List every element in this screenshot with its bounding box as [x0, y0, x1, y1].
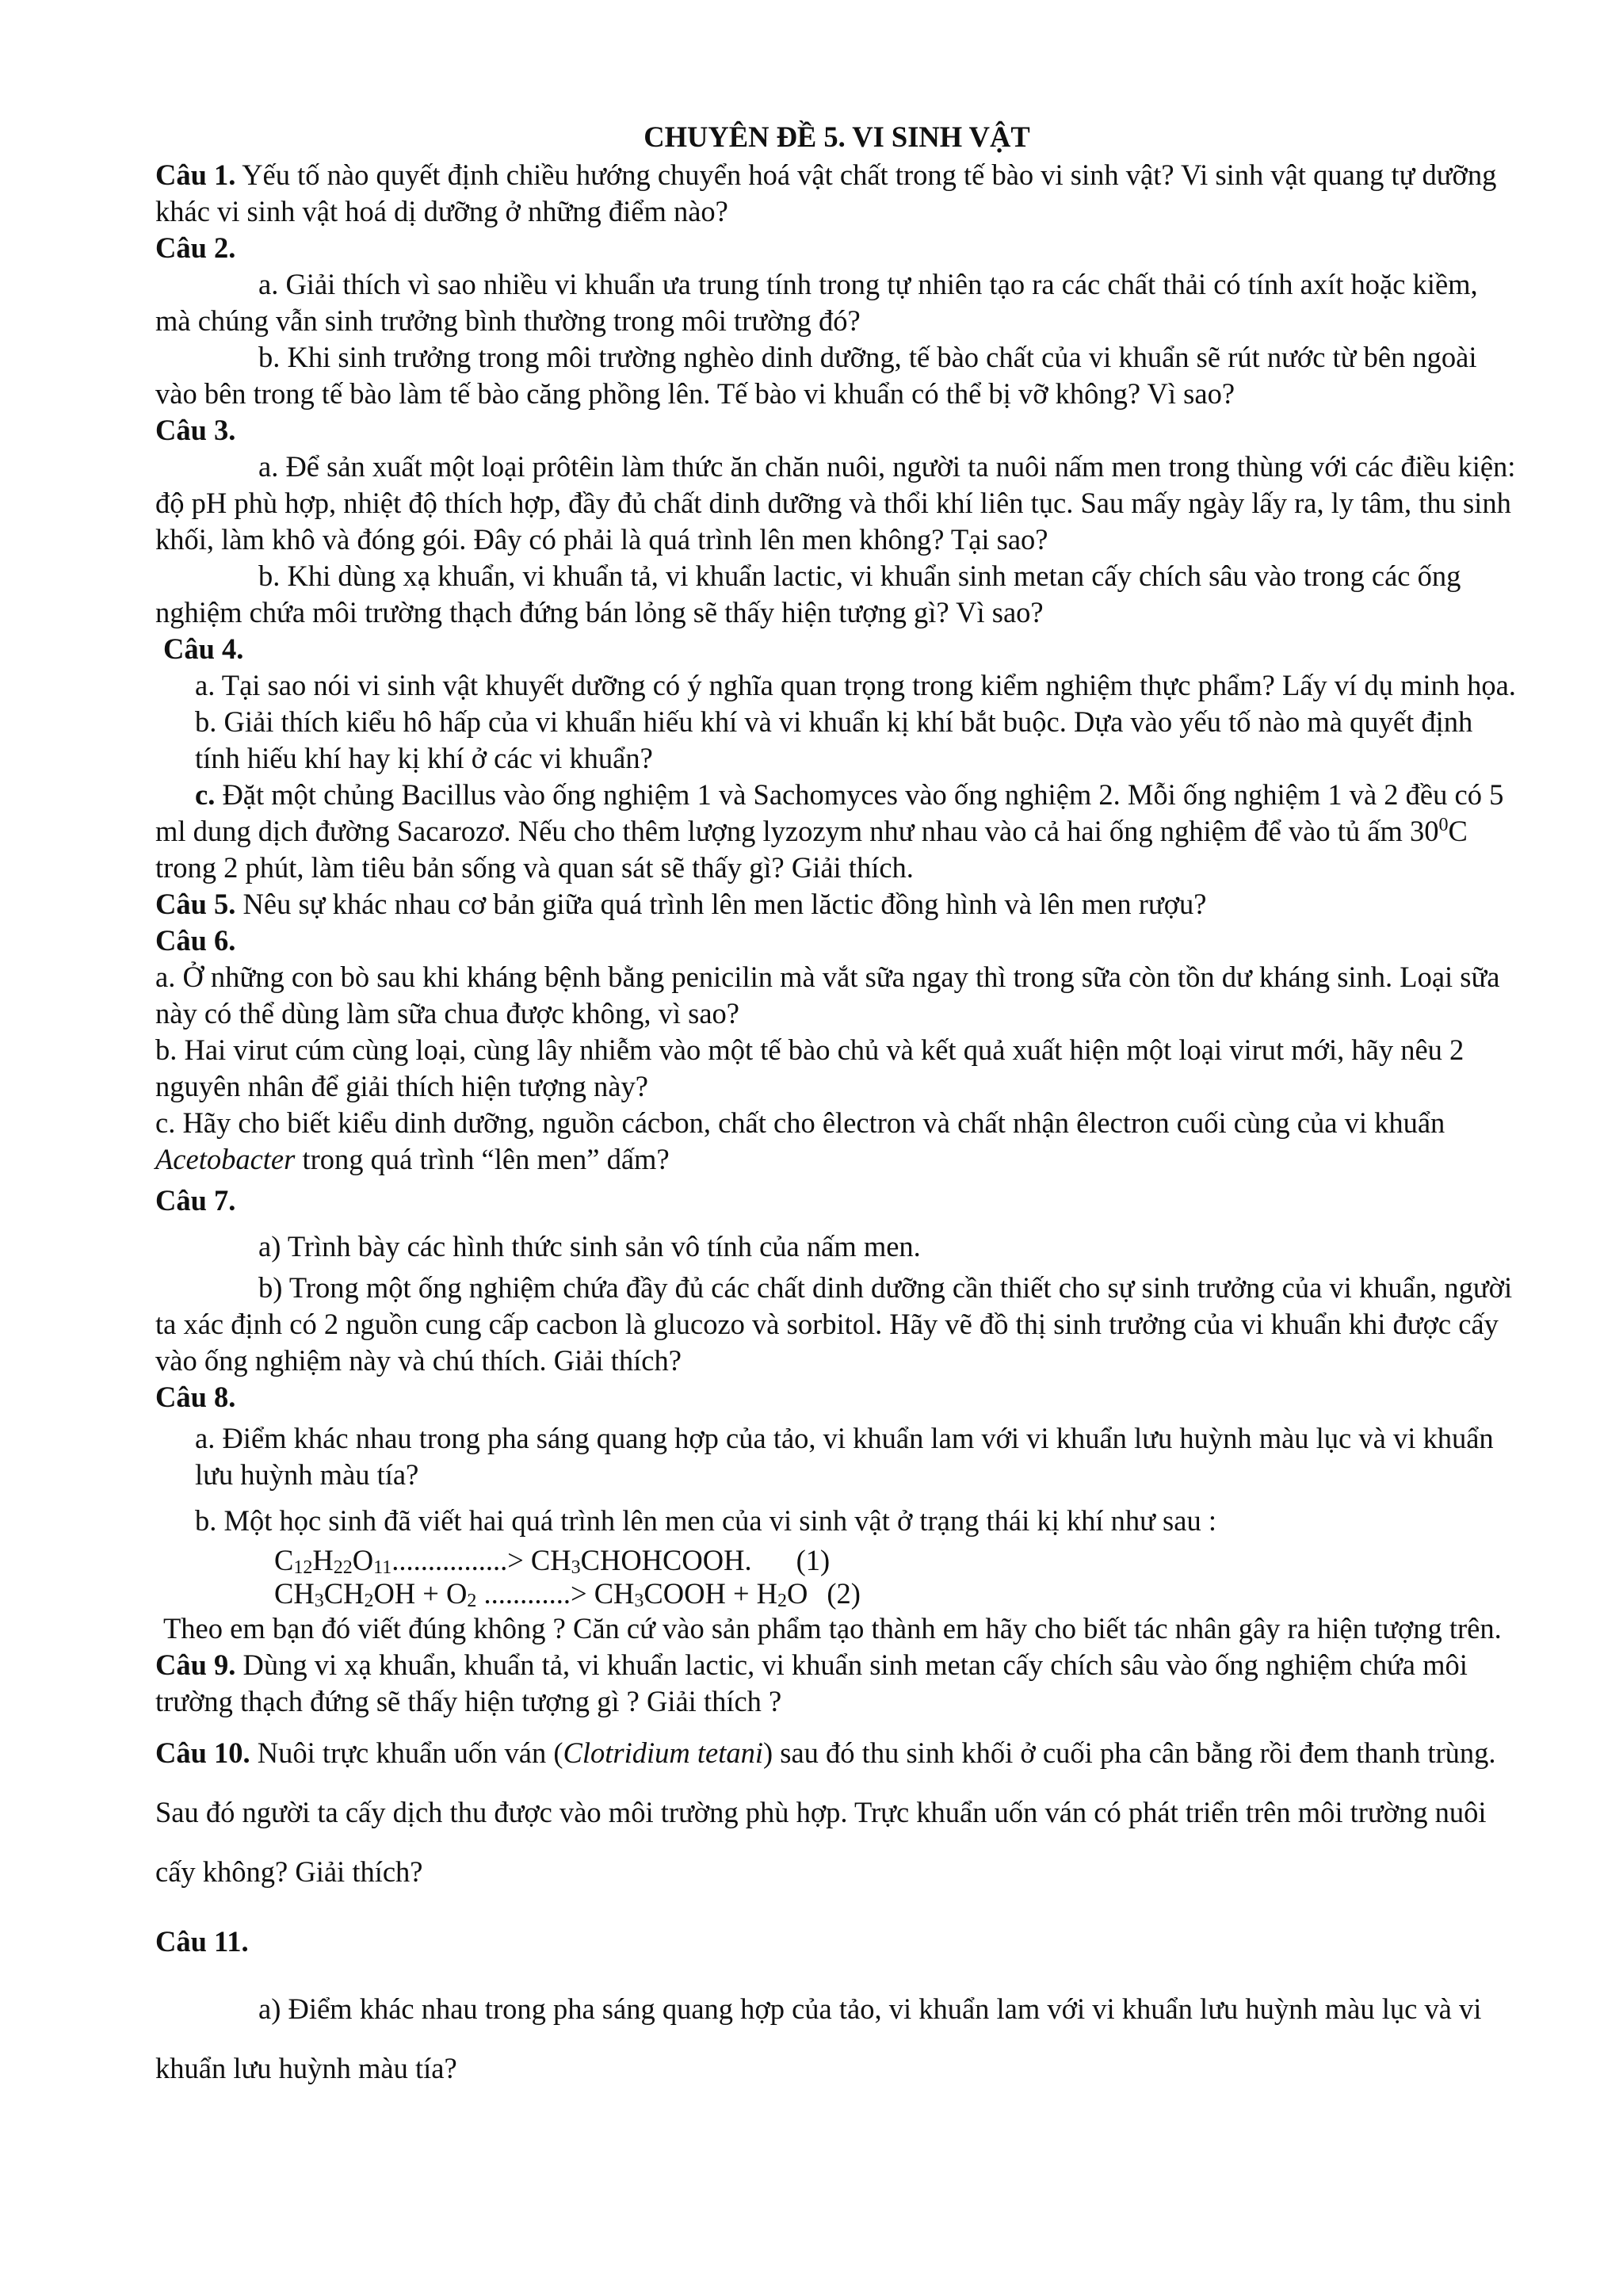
question-6c-text1: c. Hãy cho biết kiểu dinh dưỡng, nguồn cácbon, chất cho êlectron và chất nhận êlectron cuối cùng của vi khuẩn: [155, 1106, 1445, 1139]
question-6c-text2: trong quá trình “lên men” dấm?: [295, 1143, 670, 1175]
question-4c-text2: C trong 2 phút, làm tiêu bản sống và quan sát sẽ thấy gì? Giải thích.: [155, 815, 1468, 884]
question-6a: a. Ở những con bò sau khi kháng bệnh bằng penicilin mà vắt sữa ngay thì trong sữa còn tồn dư kháng sinh. Loại sữa này có thể dùng làm sữa chua được không, vì sao?: [155, 961, 1500, 1030]
question-11-label: Câu 11.: [155, 1925, 249, 1958]
question-8b: b. Một học sinh đã viết hai quá trình lên men của vi sinh vật ở trạng thái kị khí như sau :: [195, 1504, 1216, 1537]
question-8-label: Câu 8.: [155, 1381, 236, 1413]
question-11a: a) Điểm khác nhau trong pha sáng quang hợp của tảo, vi khuẩn lam với vi khuẩn lưu huỳnh màu lục và vi khuẩn lưu huỳnh màu tía?: [155, 1992, 1482, 2084]
question-text: Nuôi trực khuẩn uốn ván (: [250, 1736, 563, 1769]
question-text: Nêu sự khác nhau cơ bản giữa quá trình lên men lăctic đồng hình và lên men rượu?: [235, 888, 1207, 920]
question-7b: b) Trong một ống nghiệm chứa đầy đủ các chất dinh dưỡng cần thiết cho sự sinh trưởng của vi khuẩn, người ta xác định có 2 nguồn cung cấp cacbon là glucozo và sorbitol. Hãy vẽ đồ thị sinh trưởng của vi khuẩn khi được cấy vào ống nghiệm này và chú thích. Giải thích?: [155, 1271, 1513, 1377]
document-title: CHUYÊN ĐỀ 5. VI SINH VẬT: [643, 120, 1030, 153]
degree-superscript: 0: [1438, 814, 1449, 835]
question-4c-label: c.: [195, 778, 216, 811]
question-1: [155, 157, 1518, 230]
bacteria-name: Acetobacter: [155, 1143, 296, 1175]
question-text: Dùng vi xạ khuẩn, khuẩn tả, vi khuẩn lactic, vi khuẩn sinh metan cấy chích sâu vào ống nghiệm chứa môi trường thạch đứng sẽ thấy hiện tượng gì ? Giải thích ?: [155, 1648, 1468, 1717]
question-4a: a. Tại sao nói vi sinh vật khuyết dưỡng có ý nghĩa quan trọng trong kiểm nghiệm thực phẩm? Lấy ví dụ minh họa.: [195, 669, 1516, 701]
question-6c: [155, 1105, 1518, 1178]
question-4b: b. Giải thích kiểu hô hấp của vi khuẩn hiếu khí và vi khuẩn kị khí bắt buộc. Dựa vào yếu tố nào mà quyết định tính hiếu khí hay kị khí ở các vi khuẩn?: [195, 705, 1473, 774]
question-4c: [155, 777, 1518, 886]
question-3b: b. Khi dùng xạ khuẩn, vi khuẩn tả, vi khuẩn lactic, vi khuẩn sinh metan cấy chích sâu vào trong các ống nghiệm chứa môi trường thạch đứng bán lỏng sẽ thấy hiện tượng gì? Vì sao?: [155, 560, 1461, 628]
question-2-label: Câu 2.: [155, 231, 236, 264]
question-5: [155, 886, 1518, 923]
formula-1: $C_{12}H_{22}O_{11}................>$ $CH_3CHOHCOOH$. (1): [274, 1544, 831, 1578]
question-7-label: Câu 7.: [155, 1184, 236, 1217]
question-label: Câu 10.: [155, 1736, 250, 1769]
question-label: Câu 9.: [155, 1648, 236, 1681]
question-6-label: Câu 6.: [155, 924, 236, 957]
question-text-cont: ) sau đó thu sinh khối ở cuối pha cân bằng rồi đem thanh trùng. Sau đó người ta cấy dịch thu được vào môi trường phù hợp. Trực khuẩn uốn ván có phát triển trên môi trường nuôi cấy không? Giải thích?: [155, 1736, 1496, 1888]
question-label: Câu 5.: [155, 888, 236, 920]
formula-2: $CH_3CH_2OH + O_2$ ............> $CH_3COOH + H_2O$ (2): [274, 1577, 861, 1611]
question-2b: b. Khi sinh trưởng trong môi trường nghèo dinh dưỡng, tế bào chất của vi khuẩn sẽ rút nước từ bên ngoài vào bên trong tế bào làm tế bào căng phồng lên. Tế bào vi khuẩn có thể bị vỡ không? Vì sao?: [155, 341, 1477, 410]
document-page: [155, 119, 1518, 2098]
question-9: [155, 1647, 1518, 1720]
question-4c-text1: Đặt một chủng Bacillus vào ống nghiệm 1 và Sachomyces vào ống nghiệm 2. Mỗi ống nghiệm 1 và 2 đều có 5 ml dung dịch đường Sacarozơ. Nếu cho thêm lượng lyzozym như nhau vào cả hai ống nghiệm để vào tủ ấm 30: [155, 778, 1504, 847]
question-3a: a. Để sản xuất một loại prôtêin làm thức ăn chăn nuôi, người ta nuôi nấm men trong thùng với các điều kiện: độ pH phù hợp, nhiệt độ thích hợp, đầy đủ chất dinh dưỡng và thổi khí liên tục. Sau mấy ngày lấy ra, ly tâm, thu sinh khối, làm khô và đóng gói. Đây có phải là quá trình lên men không? Tại sao?: [155, 450, 1516, 556]
question-10: [155, 1723, 1518, 1901]
question-4-label: Câu 4.: [163, 632, 244, 665]
question-2a: a. Giải thích vì sao nhiều vi khuẩn ưa trung tính trong tự nhiên tạo ra các chất thải có tính axít hoặc kiềm, mà chúng vẫn sinh trưởng bình thường trong môi trường đó?: [155, 268, 1478, 337]
question-label: Câu 1.: [155, 159, 236, 191]
question-8-after: Theo em bạn đó viết đúng không ? Căn cứ vào sản phẩm tạo thành em hãy cho biết tác nhân gây ra hiện tượng trên.: [163, 1612, 1502, 1645]
question-8a: a. Điểm khác nhau trong pha sáng quang hợp của tảo, vi khuẩn lam với vi khuẩn lưu huỳnh màu lục và vi khuẩn lưu huỳnh màu tía?: [195, 1422, 1494, 1491]
bacteria-name: Clotridium tetani: [563, 1736, 763, 1769]
question-text: Yếu tố nào quyết định chiều hướng chuyển hoá vật chất trong tế bào vi sinh vật? Vi sinh vật quang tự dưỡng khác vi sinh vật hoá dị dưỡng ở những điểm nào?: [155, 159, 1497, 227]
question-6b: b. Hai virut cúm cùng loại, cùng lây nhiễm vào một tế bào chủ và kết quả xuất hiện một loại virut mới, hãy nêu 2 nguyên nhân để giải thích hiện tượng này?: [155, 1033, 1465, 1102]
question-7a: a) Trình bày các hình thức sinh sản vô tính của nấm men.: [258, 1230, 921, 1263]
question-3-label: Câu 3.: [155, 414, 236, 446]
